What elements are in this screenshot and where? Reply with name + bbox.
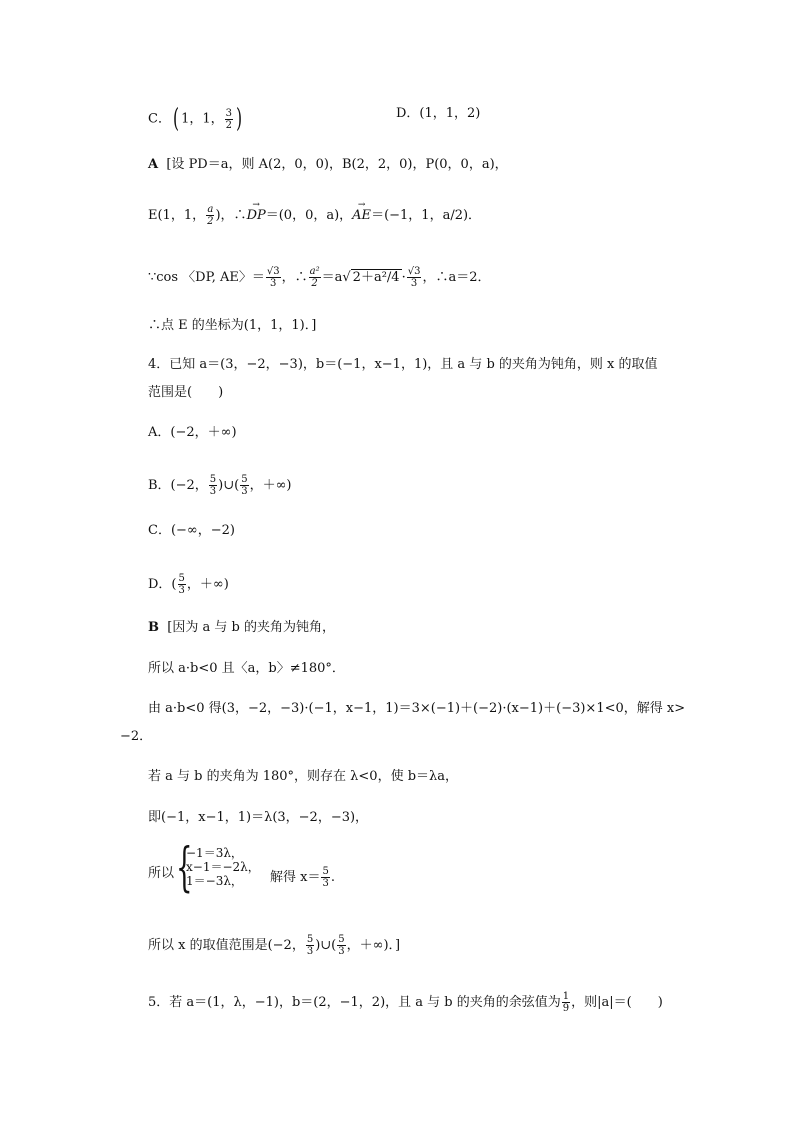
fraction: $\frac{5}{3}$: [306, 934, 314, 957]
fraction: $\frac{1}{9}$: [562, 991, 570, 1014]
fraction: $\frac{5}{3}$: [322, 866, 329, 889]
text: ∵cos 〈DP, AE〉＝: [148, 270, 265, 285]
answer-b-line3: 由 a·b<0 得(3，−2，−3)·(−1，x−1，1)＝3×(−1)＋(−2)·(x−1)＋(−3)×1<0，解得 x>: [148, 701, 686, 716]
text: )，∴: [215, 208, 247, 223]
fraction: $\frac{√3}{3}$: [407, 266, 421, 289]
q4-option-c: C．(−∞，−2): [148, 523, 235, 538]
question-4-line1: 4．已知 a＝(3，−2，−3)，b＝(−1，x−1，1)，且 a 与 b 的夹角为钝角，则 x 的取值: [148, 357, 658, 372]
vector-dp: → DP: [247, 208, 266, 224]
q4-option-d: [148, 573, 229, 596]
text: ，＋∞): [249, 478, 292, 493]
option-d: D．(1，1，2): [396, 106, 481, 121]
question-5: [148, 991, 663, 1014]
fraction: $\frac{5}{3}$: [178, 573, 185, 596]
fraction: $\frac{5}{3}$: [209, 474, 217, 497]
fraction: $\frac{\text{a²}}{2}$: [309, 266, 320, 289]
text: )∪(: [218, 478, 240, 493]
text: B．(−2，: [148, 478, 208, 493]
system-result: 解得 x＝ $\frac{5}{3}$ .: [270, 866, 335, 889]
answer-b-line4: −2．: [120, 729, 153, 744]
answer-text: [设 PD＝a，则 A(2，0，0)，B(2，2，0)，P(0，0，a)，: [166, 157, 508, 172]
text: D．(: [148, 577, 177, 592]
text: ，＋∞): [186, 577, 229, 592]
answer-letter: A: [148, 157, 159, 172]
question-4-line2: 范围是( ): [148, 385, 224, 400]
vector-ae: → AE: [352, 208, 371, 224]
option-c-label: C．: [148, 111, 171, 127]
text: ，∴a＝2．: [422, 270, 491, 285]
option-c: C．( 1，1， $\frac{3}{2}$ ): [148, 104, 243, 134]
equation-row: x−1＝−2λ，: [186, 860, 260, 874]
equation-row: −1＝3λ，: [186, 846, 243, 860]
system-prefix: 所以: [148, 866, 175, 881]
fraction: $\frac{√3}{3}$: [266, 266, 280, 289]
text: ＝a: [321, 270, 343, 285]
equation-system: { −1＝3λ， x−1＝−2λ， 1＝−3λ，: [176, 838, 260, 898]
answer-b-line2: 所以 a·b<0 且〈a，b〉≠180°．: [148, 661, 345, 676]
answer-a-line1: [148, 157, 508, 173]
text: 5．若 a＝(1，λ，−1)，b＝(2，−1，2)，且 a 与 b 的夹角的余弦值为: [148, 995, 561, 1010]
fraction: $\frac{5}{3}$: [338, 934, 345, 957]
equation-row: 1＝−3λ，: [186, 874, 243, 888]
text: ，则|a|＝( ): [571, 995, 663, 1010]
q4-option-b: [148, 474, 292, 497]
answer-b-line5: 若 a 与 b 的夹角为 180°，则存在 λ<0，使 b＝λa，: [148, 769, 459, 784]
text: ，∴: [281, 270, 308, 285]
answer-a-line3: ∵cos 〈DP, AE〉＝ $\frac{√3}{3}$ ，∴ $\frac{\text{a²}}{2}$ ＝a√ 2＋a²/4 · $\frac{√3}{3}$ ，∴a＝2．: [148, 266, 491, 289]
answer-b-line1: [148, 620, 335, 636]
answer-a-line2: [148, 204, 481, 227]
text: 解得 x＝: [270, 870, 321, 885]
answer-b-line8: 所以 x 的取值范围是(−2， $\frac{5}{3}$ )∪( $\frac{5}{3}$ ，＋∞)．]: [148, 934, 401, 957]
text: 所以 x 的取值范围是(−2，: [148, 938, 305, 953]
q4-option-a: A．(−2，＋∞): [148, 425, 237, 440]
text: ，＋∞)．]: [346, 938, 401, 953]
square-root: √ 2＋a²/4: [342, 270, 400, 285]
option-c-coords: 1，1，: [181, 111, 224, 127]
answer-text: [因为 a 与 b 的夹角为钝角，: [167, 620, 335, 635]
equation-rows: [186, 846, 260, 888]
fraction: $\frac{5}{3}$: [241, 474, 248, 497]
answer-letter: B: [148, 620, 159, 635]
fraction: $\frac{a}{2}$: [207, 204, 214, 227]
text: E(1，1，: [148, 208, 206, 223]
text: ＝(−1，1，a/2)．: [371, 208, 482, 223]
fraction: $\frac{3}{2}$: [225, 107, 233, 131]
text: ＝(0，0，a)，: [265, 208, 353, 223]
answer-b-line6: 即(−1，x−1，1)＝λ(3，−2，−3)，: [148, 810, 369, 825]
answer-a-line4: ∴点 E 的坐标为(1，1，1)．]: [148, 318, 317, 333]
